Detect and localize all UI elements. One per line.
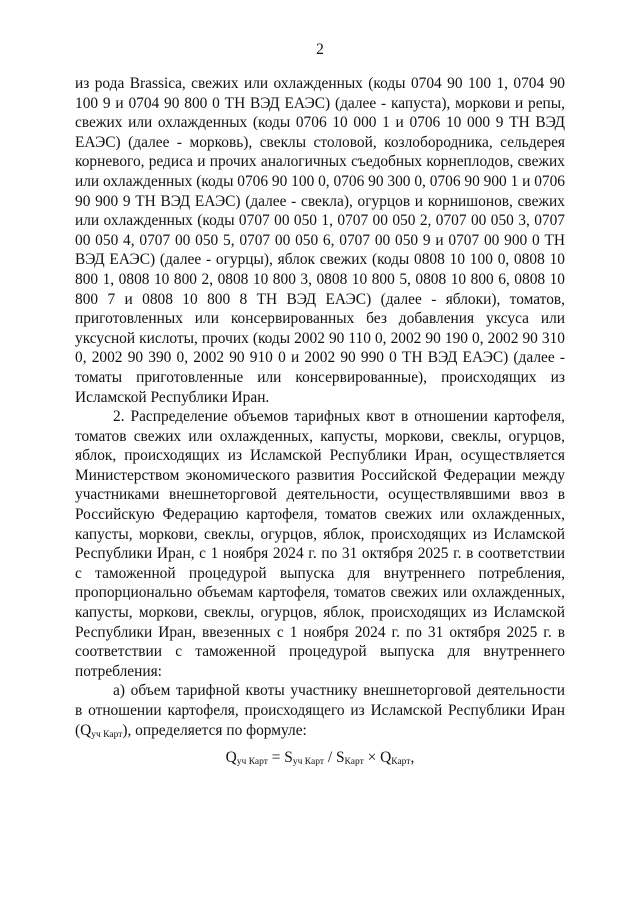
formula-equals: = [267,749,285,766]
paragraph-3-text-start: а) объем тарифной квоты участнику внешнеторговой деятельности в отношении картофеля, происходящего из Исламской Республики Иран (Q [75,682,565,739]
page-number: 2 [316,41,324,58]
formula-divide: / [323,749,336,766]
paragraph-1: из рода Brassica, свежих или охлажденных (коды 0704 90 100 1, 0704 90 100 9 и 0704 90 800 0 ТН ВЭД ЕАЭС) (далее - капуста), моркови и репы, свежих или охлажденных (коды 0706 10 000 1 и 0706 10 000 9 ТН ВЭД ЕАЭС) (далее - морковь), свеклы столовой, козлобородника, сельдерея корневого, редиса и прочих аналогичных съедобных корнеплодов, свежих или охлажденных (коды 0706 90 100 0, 0706 90 300 0, 0706 90 900 1 и 0706 90 900 9 ТН ВЭД ЕАЭС) (далее - свекла), огурцов и корнишонов, свежих или охлажденных (коды 0707 00 050 1, 0707 00 050 2, 0707 00 050 3, 0707 00 050 4, 0707 00 050 5, 0707 00 050 6, 0707 00 050 9 и 0707 00 900 0 ТН ВЭД ЕАЭС) (далее - огурцы), яблок свежих (коды 0808 10 100 0, 0808 10 800 1, 0808 10 800 2, 0808 10 800 3, 0808 10 800 5, 0808 10 800 6, 0808 10 800 7 и 0808 10 800 8 ТН ВЭД ЕАЭС) (далее - яблоки), томатов, приготовленных или консервированных без добавления уксуса или уксусной кислоты, прочих (коды 2002 90 110 0, 2002 90 190 0, 2002 90 310 0, 2002 90 390 0, 2002 90 910 0 и 2002 90 990 0 ТН ВЭД ЕАЭС) (далее - томаты приготовленные или консервированные), происходящих из Исламской Республики Иран. [75,75,565,406]
formula-s2: S [335,749,345,766]
quota-formula [0,748,640,768]
formula-q2: Q [380,749,392,766]
paragraph-2: 2. Распределение объемов тарифных квот в отношении картофеля, томатов свежих или охлажденных, капусты, моркови, свеклы, огурцов, яблок, происходящих из Исламской Республики Иран, осуществляется Министерством экономического развития Российской Федерации между участниками внешнеторговой деятельности, осуществлявшими ввоз в Российскую Федерацию картофеля, томатов свежих или охлажденных, капусты, моркови, свеклы, огурцов, яблок, происходящих из Исламской Республики Иран, с 1 ноября 2024 г. по 31 октября 2025 г. в соответствии с таможенной процедурой выпуска для внутреннего потребления, пропорционально объемам картофеля, томатов свежих или охлажденных, капусты, моркови, свеклы, огурцов, яблок, происходящих из Исламской Республики Иран, ввезенных с 1 ноября 2024 г. по 31 октября 2025 г. в соответствии с таможенной процедурой выпуска для внутреннего потребления: [75,408,565,680]
document-body [75,74,565,740]
paragraph-3-subscript: уч Карт [91,729,123,740]
formula-times: × [363,749,381,766]
formula-s1: S [284,749,293,766]
formula-q-subscript: уч Карт [236,757,268,767]
formula-s1-subscript: уч Карт [292,757,324,767]
formula-q: Q [225,749,237,766]
paragraph-3 [75,681,565,740]
formula-s2-subscript: Карт [344,757,364,767]
formula-q2-subscript: Карт [391,757,411,767]
paragraph-3-text-end: ), определяется по формуле: [122,721,307,739]
formula-tail: , [410,749,415,766]
